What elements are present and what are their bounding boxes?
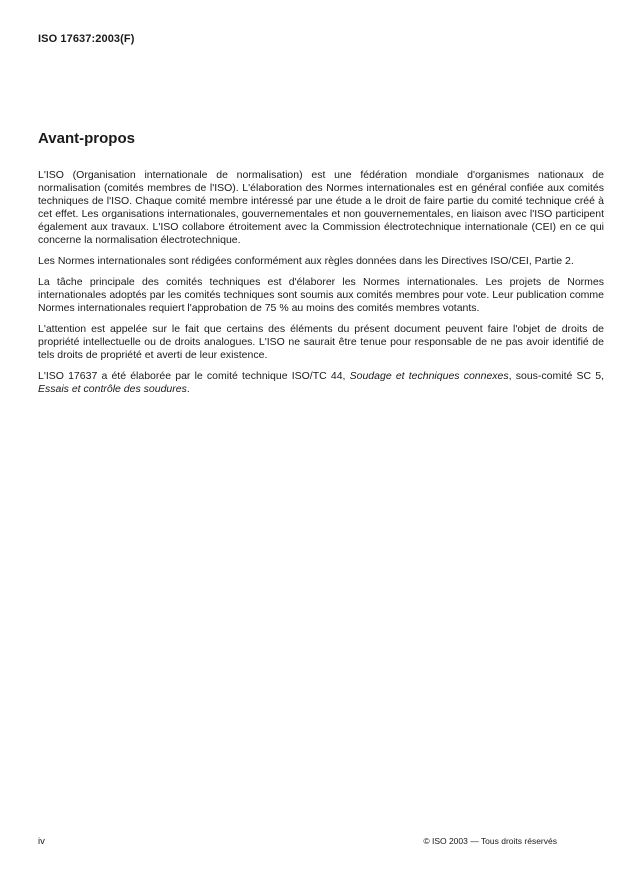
paragraph-container xyxy=(38,169,604,396)
paragraph-text: L'attention est appelée sur le fait que certains des éléments du présent document peuvent faire l'objet de droits de propriété intellectuelle ou de droits analogues. L'ISO ne saurait être tenue pour responsable de ne pas avoir identifié de tels droits de propriété et averti de leur existence. xyxy=(38,323,604,361)
foreword-section xyxy=(38,130,604,404)
paragraph-text: La tâche principale des comités techniques est d'élaborer les Normes internationales. Les projets de Normes internationales adoptés par les comités techniques sont soumis aux comités membres pour vote. Leur publication comme Normes internationales requiert l'approbation de 75 % au moins des comités membres votants. xyxy=(38,276,604,314)
paragraph-text: Les Normes internationales sont rédigées conformément aux règles données dans les Directives ISO/CEI, Partie 2. xyxy=(38,255,574,267)
paragraph-text: L'ISO 17637 a été élaborée par le comité technique ISO/TC 44, xyxy=(38,370,350,382)
paragraph-text: , sous-comité SC 5, xyxy=(508,370,605,382)
copyright-notice: © ISO 2003 — Tous droits réservés xyxy=(423,836,557,846)
paragraph xyxy=(38,370,604,396)
paragraph-text: L'ISO (Organisation internationale de normalisation) est une fédération mondiale d'organismes nationaux de normalisation (comités membres de l'ISO). L'élaboration des Normes internationales est en général confiée aux comités techniques de l'ISO. Chaque comité membre intéressé par une étude a le droit de faire partie du comité technique créé à cet effet. Les organisations internationales, gouvernementales et non gouvernementales, en liaison avec l'ISO participent également aux travaux. L'ISO collabore étroitement avec la Commission électrotechnique internationale (CEI) en ce qui concerne la normalisation électrotechnique. xyxy=(38,169,604,246)
page-number: iv xyxy=(38,836,45,847)
page-footer xyxy=(38,836,557,847)
paragraph-text-italic: Essais et contrôle des soudures xyxy=(38,383,187,395)
paragraph xyxy=(38,255,604,268)
paragraph xyxy=(38,323,604,362)
paragraph xyxy=(38,276,604,315)
paragraph-text: . xyxy=(186,383,190,395)
paragraph-text-italic: Soudage et techniques connexes xyxy=(349,370,509,382)
paragraph xyxy=(38,169,604,247)
section-title: Avant-propos xyxy=(38,130,135,147)
document-reference: ISO 17637:2003(F) xyxy=(38,33,135,45)
